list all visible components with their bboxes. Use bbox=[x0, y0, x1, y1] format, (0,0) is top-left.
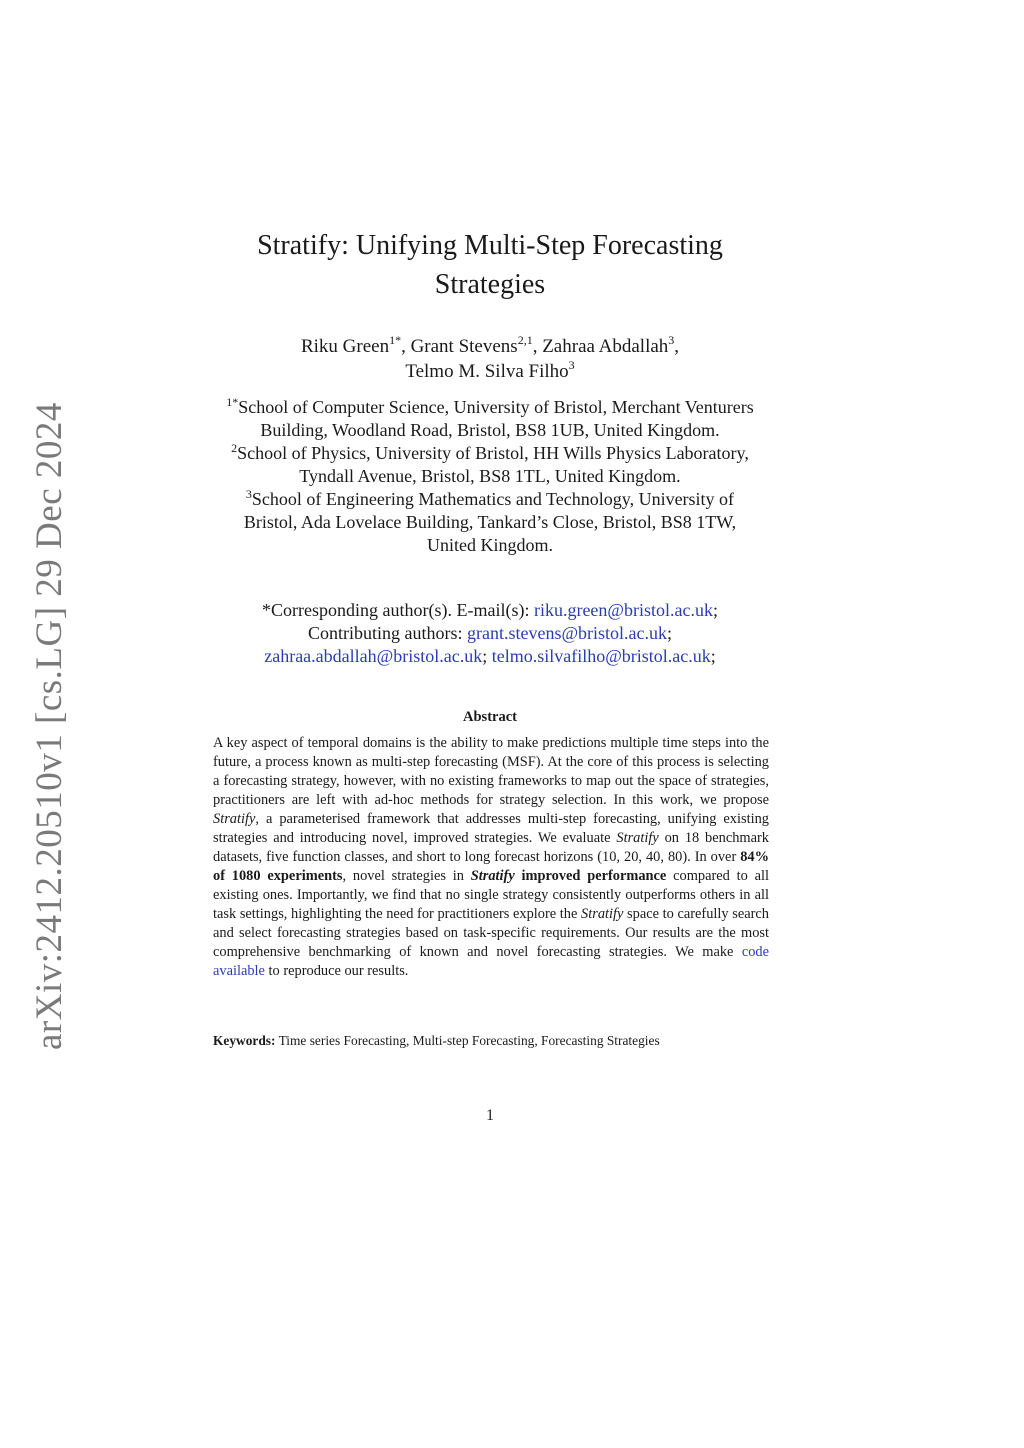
author-separator: , bbox=[532, 336, 543, 357]
keywords-line bbox=[213, 1032, 793, 1050]
abstract-segment: compared to all existing ones. Importantly, we find that no single strategy consistently outperforms others in all task settings, highlighting the need for practitioners explore the bbox=[213, 868, 770, 922]
author-name: Riku Green bbox=[300, 336, 390, 357]
stratify-emphasis: Stratify bbox=[581, 906, 624, 922]
stratify-emphasis: Stratify bbox=[470, 868, 515, 884]
abstract-text bbox=[213, 734, 769, 981]
correspondence-block bbox=[180, 599, 800, 668]
corresponding-email-link[interactable]: riku.green@bristol.ac.uk bbox=[533, 600, 713, 620]
semicolon: ; bbox=[667, 623, 673, 643]
affiliation-list bbox=[180, 396, 800, 557]
abstract-segment: space to carefully search and select forecasting strategies based on task-specific requirements. Our results are the most comprehensive benchmarking of known and novel forecasting strategies. We make bbox=[213, 906, 769, 960]
affiliation-mark: 3 bbox=[245, 487, 252, 501]
page-number: 1 bbox=[486, 1107, 494, 1124]
contributing-email-link[interactable]: telmo.silvafilho@bristol.ac.uk bbox=[491, 646, 711, 666]
author-separator: , bbox=[401, 336, 411, 357]
affiliation-line bbox=[180, 442, 800, 465]
title-line-2: Strategies bbox=[434, 269, 546, 300]
author-list bbox=[200, 334, 780, 384]
affiliation-line: United Kingdom. bbox=[427, 535, 553, 555]
affiliation-text: School of Physics, University of Bristol, HH Wills Physics Laboratory, bbox=[237, 443, 749, 463]
abstract-segment: , a parameterised framework that addresses multi-step forecasting, unifying existing strategies and introducing novel, improved strategies. We evaluate bbox=[213, 811, 769, 846]
affiliation-line: Tyndall Avenue, Bristol, BS8 1TL, United Kingdom. bbox=[299, 466, 681, 486]
semicolon: ; bbox=[712, 600, 718, 620]
abstract-segment: , novel strategies in bbox=[342, 868, 471, 884]
title-line-1: Stratify: Unifying Multi-Step Forecasting bbox=[257, 230, 723, 261]
paper-title bbox=[200, 226, 780, 304]
affiliation-mark: 2 bbox=[231, 441, 238, 455]
keywords-text: Time series Forecasting, Multi-step Forecasting, Forecasting Strategies bbox=[275, 1033, 660, 1048]
affiliation-text: School of Engineering Mathematics and Technology, University of bbox=[251, 489, 735, 509]
abstract-highlight: 84% of 1080 experiments bbox=[213, 849, 769, 884]
semicolon: ; bbox=[482, 646, 488, 666]
abstract-heading: Abstract bbox=[463, 709, 517, 725]
author-affiliation-mark: 1* bbox=[389, 333, 402, 347]
affiliation-mark: 1* bbox=[226, 395, 239, 409]
affiliation-line: Building, Woodland Road, Bristol, BS8 1UB, United Kingdom. bbox=[260, 420, 720, 440]
abstract-segment: A key aspect of temporal domains is the ability to make predictions multiple time steps into the future, a process known as multi-step forecasting (MSF). At the core of this process is selecting a forecasting strategy, however, with no existing frameworks to map out the space of strategies, practitioners are left with ad-hoc methods for strategy selection. In this work, we propose bbox=[213, 735, 769, 808]
corresponding-label: *Corresponding author(s). E-mail(s): bbox=[262, 600, 534, 620]
abstract-segment: on 18 benchmark datasets, five function classes, and short to long forecast horizons (10, 20, 40, 80). In over bbox=[213, 830, 769, 865]
author-affiliation-mark: 3 bbox=[668, 333, 675, 347]
contributing-email-link[interactable]: grant.stevens@bristol.ac.uk bbox=[466, 623, 667, 643]
author-name: Telmo M. Silva Filho bbox=[405, 361, 569, 382]
abstract-highlight: improved performance bbox=[514, 868, 667, 884]
semicolon: ; bbox=[710, 646, 716, 666]
affiliation-text: School of Computer Science, University of Bristol, Merchant Venturers bbox=[238, 397, 754, 417]
author-affiliation-mark: 3 bbox=[568, 358, 575, 372]
arxiv-identifier-stamp: arXiv:2412.20510v1 [cs.LG] 29 Dec 2024 bbox=[29, 402, 70, 1050]
contributing-label: Contributing authors: bbox=[307, 623, 467, 643]
affiliation-line bbox=[180, 396, 800, 419]
stratify-emphasis: Stratify bbox=[616, 830, 659, 846]
affiliation-line: Bristol, Ada Lovelace Building, Tankard’s Close, Bristol, BS8 1TW, bbox=[243, 512, 737, 532]
stratify-emphasis: Stratify bbox=[213, 811, 256, 827]
author-separator: , bbox=[674, 336, 680, 357]
affiliation-line bbox=[180, 488, 800, 511]
author-name: Grant Stevens bbox=[410, 336, 518, 357]
contributing-email-link[interactable]: zahraa.abdallah@bristol.ac.uk bbox=[264, 646, 483, 666]
author-affiliation-mark: 2,1 bbox=[517, 333, 533, 347]
keywords-label: Keywords: bbox=[213, 1033, 276, 1048]
author-name: Zahraa Abdallah bbox=[542, 336, 669, 357]
code-available-link[interactable]: code available bbox=[213, 944, 769, 979]
abstract-segment: to reproduce our results. bbox=[264, 963, 409, 979]
